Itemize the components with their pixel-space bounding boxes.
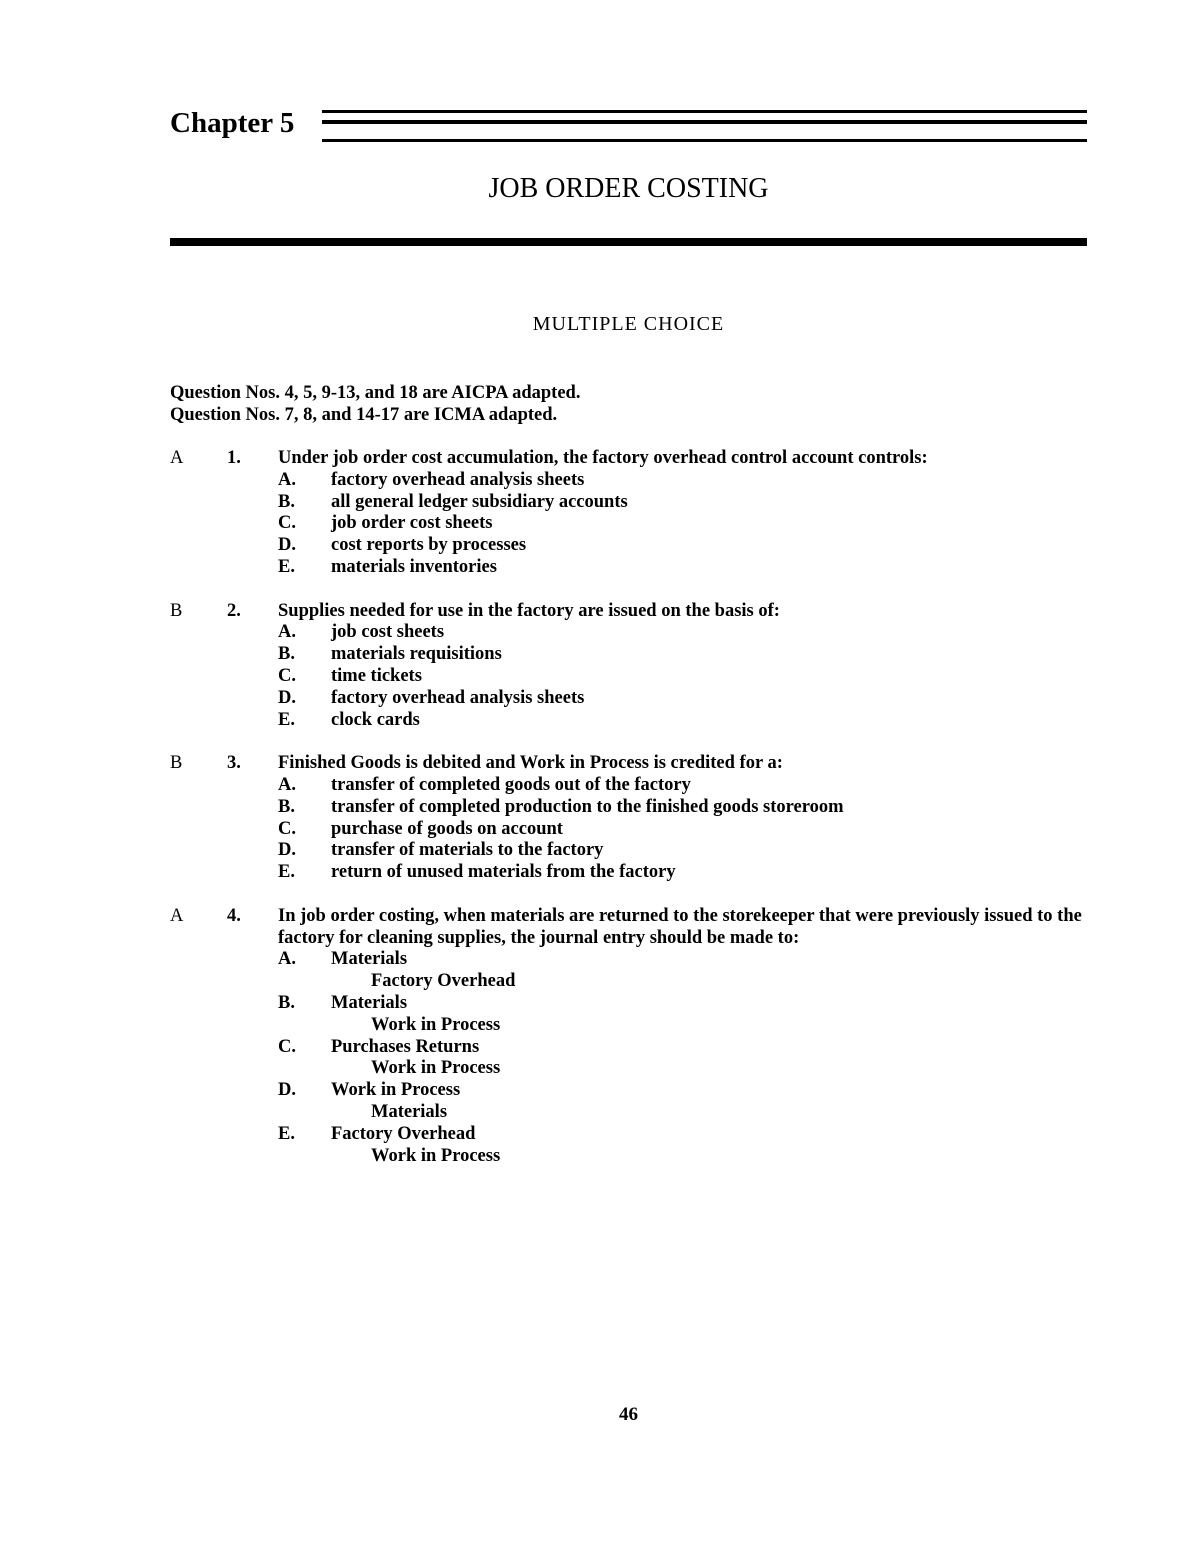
option-letter: C. [278,513,296,534]
option-letter: E. [278,862,295,883]
option-letter: B. [278,992,295,1013]
option [278,819,1090,841]
option-list [278,622,1090,731]
option [278,949,1090,993]
question-4 [170,906,1090,1168]
option [278,557,1090,579]
option [278,1080,1090,1124]
option-letter: A. [278,622,296,643]
answer-key: B [170,753,183,774]
option [278,688,1090,710]
option-debit: Materials [331,949,408,970]
source-note: Question Nos. 7, 8, and 14-17 are ICMA adapted. [170,404,558,425]
option [278,535,1090,557]
option [278,492,1090,514]
option [278,666,1090,688]
option-text: cost reports by processes [331,535,527,556]
header-rule-bottom [322,139,1087,142]
option-text: job order cost sheets [331,513,493,534]
question-list [170,448,1090,1189]
option [278,644,1090,666]
option-letter: A. [278,949,296,970]
answer-key: B [170,600,183,621]
option-credit: Work in Process [371,1145,501,1166]
source-notes [170,383,580,427]
option [278,622,1090,644]
question-number: 4. [227,905,241,926]
option-letter: C. [278,665,296,686]
question-number: 3. [227,753,241,774]
option [278,862,1090,884]
question-stem: Under job order cost accumulation, the factory overhead control account controls: [278,448,928,468]
option-letter: E. [278,1123,295,1144]
option-text: clock cards [331,709,420,730]
option-letter: B. [278,644,295,665]
option-letter: E. [278,556,295,577]
option [278,797,1090,819]
option-debit: Purchases Returns [331,1036,480,1057]
question-stem: Finished Goods is debited and Work in Process is credited for a: [278,753,783,774]
option-credit: Factory Overhead [371,971,516,992]
option-text: all general ledger subsidiary accounts [331,491,628,512]
option-letter: C. [278,1036,296,1057]
title-divider [170,238,1087,246]
option-letter: B. [278,491,295,512]
question-3 [170,753,1090,884]
option [278,1124,1090,1168]
option-letter: A. [278,774,296,795]
question-number: 1. [227,448,241,468]
option-letter: C. [278,818,296,839]
option-list [278,470,1090,579]
option-letter: A. [278,469,296,490]
option [278,840,1090,862]
option-text: factory overhead analysis sheets [331,469,585,490]
option-text: return of unused materials from the factory [331,862,676,883]
option [278,775,1090,797]
option-letter: D. [278,535,296,556]
option-credit: Work in Process [371,1058,501,1079]
header-rule-middle [322,120,1087,124]
option-letter: D. [278,687,296,708]
option-letter: B. [278,796,295,817]
option-text: transfer of completed goods out of the factory [331,774,691,795]
option-credit: Materials [371,1101,448,1122]
option [278,993,1090,1037]
option-debit: Materials [331,992,408,1013]
option [278,710,1090,732]
option-text: materials requisitions [331,644,502,665]
option-list [278,775,1090,884]
question-2 [170,601,1090,732]
page-number: 46 [619,1404,638,1425]
option-text: materials inventories [331,556,497,577]
source-note: Question Nos. 4, 5, 9-13, and 18 are AICPA adapted. [170,383,581,403]
option-letter: D. [278,1080,296,1101]
option-text: transfer of completed production to the finished goods storeroom [331,796,844,817]
option [278,1037,1090,1081]
chapter-label: Chapter 5 [170,107,295,139]
chapter-title: JOB ORDER COSTING [488,173,769,204]
option [278,470,1090,492]
option-text: transfer of materials to the factory [331,840,604,861]
answer-key: A [170,905,184,926]
option-text: purchase of goods on account [331,818,563,839]
option-debit: Factory Overhead [331,1123,476,1144]
option-text: factory overhead analysis sheets [331,687,585,708]
option [278,513,1090,535]
option-list [278,949,1090,1167]
option-letter: E. [278,709,295,730]
option-debit: Work in Process [331,1080,461,1101]
option-text: job cost sheets [331,622,445,643]
header-rule-top [322,110,1087,113]
answer-key: A [170,448,184,468]
section-heading: MULTIPLE CHOICE [532,313,725,335]
option-credit: Work in Process [371,1014,501,1035]
question-stem: Supplies needed for use in the factory are issued on the basis of: [278,600,780,621]
question-stem: In job order costing, when materials are returned to the storekeeper that were previously issued to the factory for cleaning supplies, the journal entry should be made to: [278,905,1082,948]
question-1 [170,448,1090,579]
option-letter: D. [278,840,296,861]
option-text: time tickets [331,665,422,686]
question-number: 2. [227,600,241,621]
